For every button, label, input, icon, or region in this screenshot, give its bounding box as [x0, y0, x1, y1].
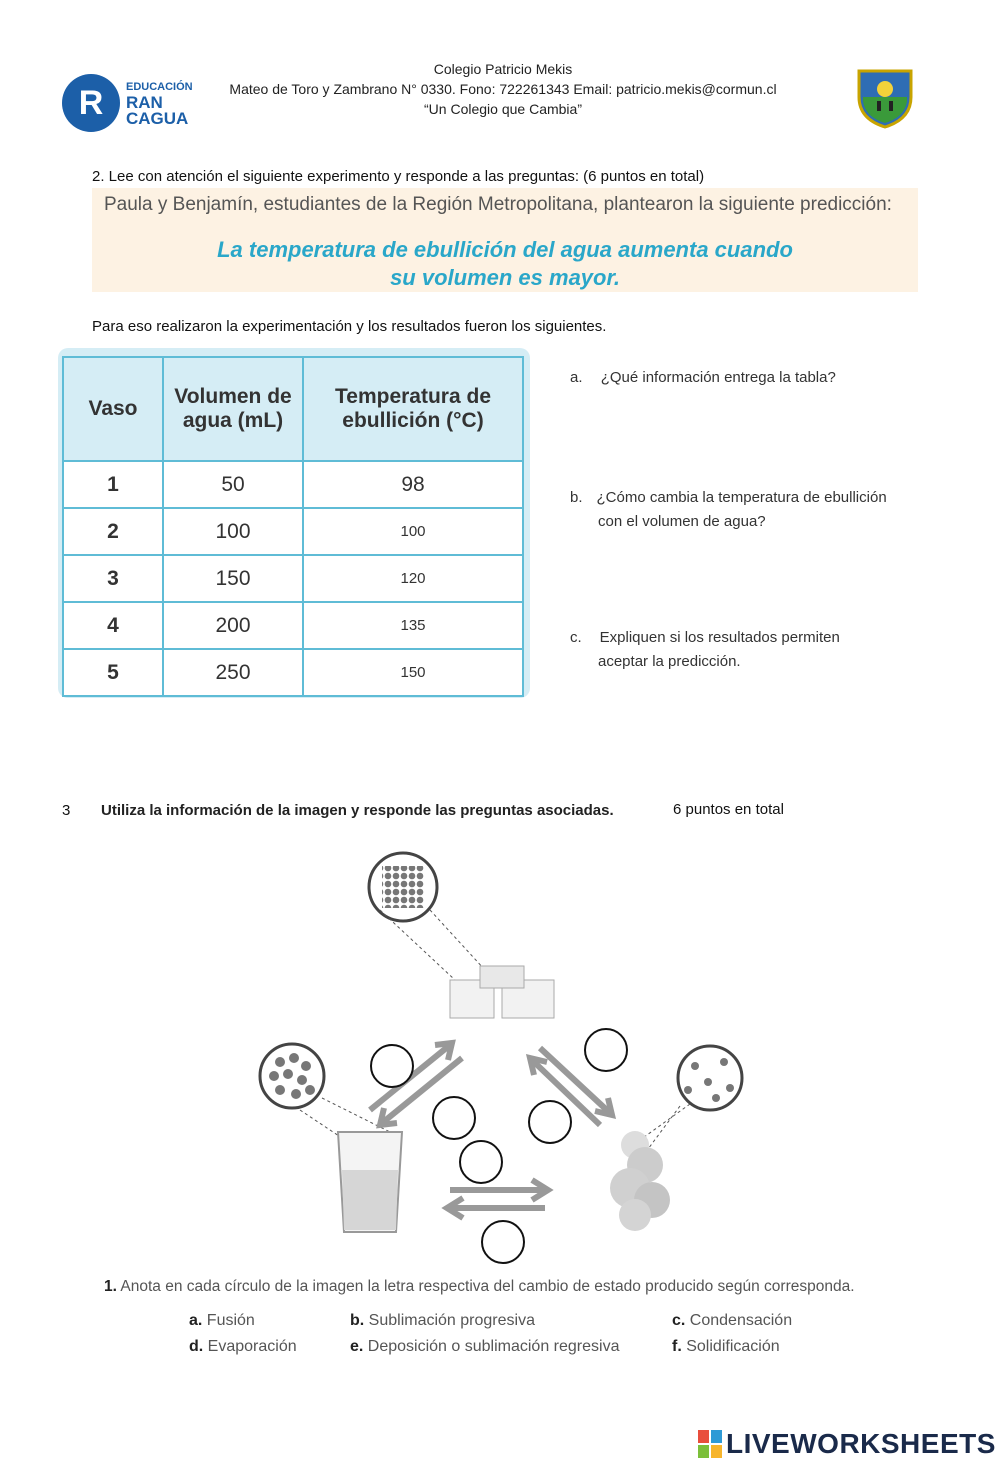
- task-number: 1.: [104, 1278, 117, 1295]
- answer-cell[interactable]: 150: [303, 649, 523, 696]
- option-d: d. Evaporación: [189, 1338, 297, 1355]
- table-cell: 250: [163, 649, 303, 696]
- results-table: [62, 356, 524, 697]
- table-cell: 3: [63, 555, 163, 602]
- prediction-line1: La temperatura de ebullición del agua aumenta cuando: [217, 237, 793, 262]
- answer-circle[interactable]: [370, 1044, 414, 1088]
- option-c: c. Condensación: [672, 1312, 793, 1329]
- question-c-label: c.: [570, 629, 582, 646]
- header-temperatura: Temperatura de ebullición (°C): [303, 357, 523, 461]
- answer-cell[interactable]: 100: [303, 508, 523, 555]
- answer-circle[interactable]: [459, 1140, 503, 1184]
- logo-line3: CAGUA: [126, 109, 189, 128]
- liveworksheets-brand: LIVEWORKSHEETS: [726, 1428, 996, 1459]
- answer-circle[interactable]: [528, 1100, 572, 1144]
- answer-circle[interactable]: [481, 1220, 525, 1264]
- school-motto: “Un Colegio que Cambia”: [424, 101, 582, 117]
- gas-particles-icon: [678, 1046, 742, 1110]
- table-cell: 98: [303, 461, 523, 508]
- question3-instruction: Utiliza la información de la imagen y responde las preguntas asociadas.: [101, 802, 614, 819]
- table-cell: 1: [63, 461, 163, 508]
- school-crest-icon: [857, 67, 913, 129]
- liquid-particles-icon: [260, 1044, 324, 1108]
- school-address: Mateo de Toro y Zambrano N° 0330. Fono: 722261343 Email: patricio.mekis@cormun.cl: [229, 81, 777, 97]
- answer-circle[interactable]: [584, 1028, 628, 1072]
- question-a-text: ¿Qué información entrega la tabla?: [600, 369, 836, 386]
- ice-cubes-icon: [450, 966, 554, 1018]
- logo-line2: RAN: [126, 93, 163, 112]
- table-cell: 50: [163, 461, 303, 508]
- option-e: e. Deposición o sublimación regresiva: [350, 1338, 620, 1355]
- school-logo: [62, 74, 193, 132]
- table-row: [63, 508, 523, 555]
- question-c-text-2: aceptar la predicción.: [598, 653, 741, 670]
- school-header: [200, 59, 806, 119]
- logo-line1: EDUCACIÓN: [126, 81, 193, 93]
- prediction-intro: Paula y Benjamín, estudiantes de la Región Metropolitana, plantearon la siguiente predicción:: [104, 194, 892, 215]
- table-row: [63, 649, 523, 696]
- answer-b-field[interactable]: [598, 540, 928, 620]
- question-b: [570, 486, 887, 534]
- answer-circle[interactable]: [432, 1096, 476, 1140]
- question-a: [570, 369, 836, 386]
- question3-number: 3: [62, 802, 71, 819]
- logo-letter: R: [62, 74, 120, 132]
- question-b-label: b.: [570, 489, 583, 506]
- school-name: Colegio Patricio Mekis: [433, 61, 573, 77]
- answer-cell[interactable]: 120: [303, 555, 523, 602]
- table-cell: 4: [63, 602, 163, 649]
- question2-instruction: 2. Lee con atención el siguiente experimento y responde a las preguntas: (6 puntos en total): [92, 168, 705, 185]
- results-intro: Para eso realizaron la experimentación y los resultados fueron los siguientes.: [92, 318, 607, 335]
- results-table-frame: [58, 348, 530, 698]
- answer-cell[interactable]: 135: [303, 602, 523, 649]
- task-text: Anota en cada círculo de la imagen la letra respectiva del cambio de estado producido según corresponda.: [120, 1278, 855, 1295]
- solid-particles-icon: [369, 853, 437, 921]
- table-cell: 5: [63, 649, 163, 696]
- table-row: [63, 461, 523, 508]
- table-cell: 150: [163, 555, 303, 602]
- table-row: [63, 602, 523, 649]
- liveworksheets-logo[interactable]: [698, 1428, 996, 1460]
- option-a: a. Fusión: [189, 1312, 255, 1329]
- task-line: [104, 1278, 855, 1296]
- question-b-text-2: con el volumen de agua?: [598, 513, 766, 530]
- states-of-matter-diagram: [240, 840, 760, 1270]
- header-vaso: Vaso: [63, 357, 163, 461]
- water-glass-icon: [338, 1132, 402, 1232]
- question-a-label: a.: [570, 369, 583, 386]
- table-header-row: [63, 357, 523, 461]
- liveworksheets-icon: [698, 1430, 722, 1458]
- vapor-cloud-icon: [610, 1131, 670, 1231]
- prediction-box: [92, 188, 918, 292]
- option-f: f. Solidificación: [672, 1338, 780, 1355]
- question-b-text-1: ¿Cómo cambia la temperatura de ebullición: [596, 489, 887, 506]
- header-volumen: Volumen de agua (mL): [163, 357, 303, 461]
- question3-points: 6 puntos en total: [673, 801, 784, 818]
- answer-a-field[interactable]: [598, 394, 928, 474]
- answer-c-field[interactable]: [598, 675, 928, 755]
- prediction-line2: su volumen es mayor.: [390, 265, 620, 290]
- table-cell: 100: [163, 508, 303, 555]
- table-cell: 2: [63, 508, 163, 555]
- option-b: b. Sublimación progresiva: [350, 1312, 535, 1329]
- table-row: [63, 555, 523, 602]
- question-c: [570, 626, 840, 674]
- question-c-text-1: Expliquen si los resultados permiten: [599, 629, 840, 646]
- table-cell: 200: [163, 602, 303, 649]
